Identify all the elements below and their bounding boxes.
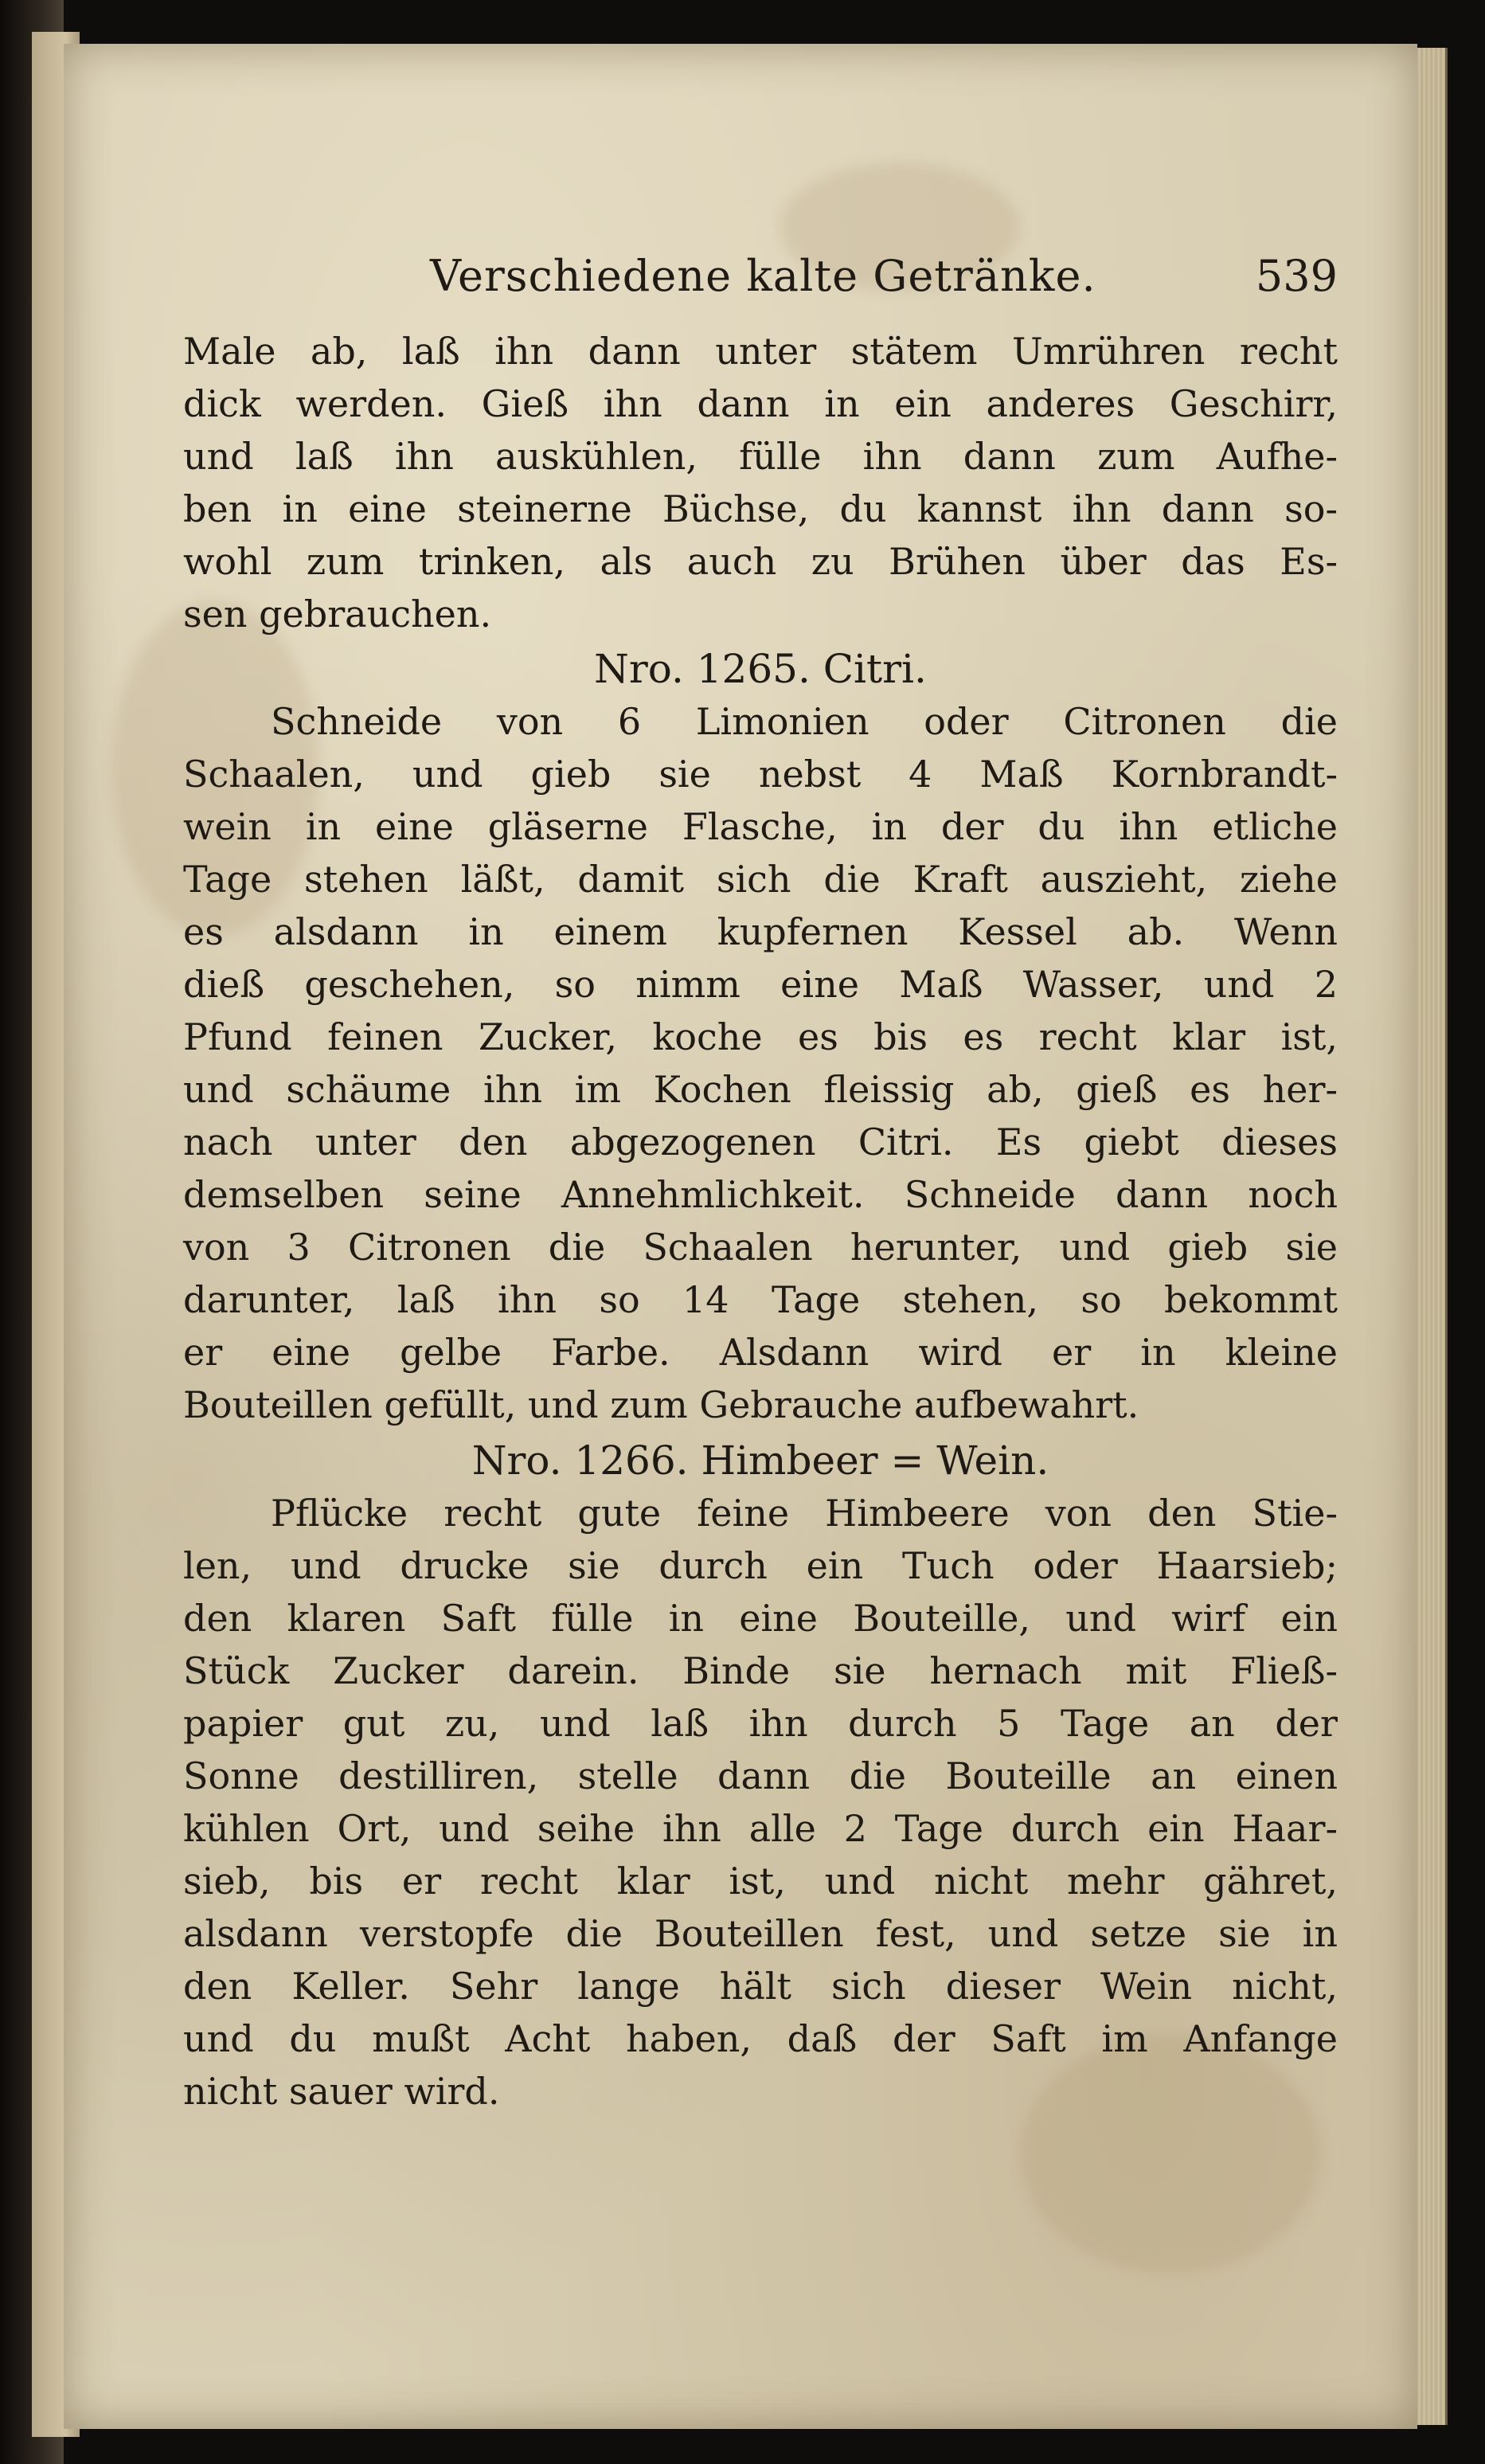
text-line: Pflücke recht gute feine Himbeere von den Stie-: [271, 1492, 1338, 1535]
text-line: und du mußt Acht haben, daß der Saft im Anfange: [183, 2017, 1338, 2060]
text-line: Pfund feinen Zucker, koche es bis es recht klar ist,: [183, 1015, 1338, 1058]
text-line: er eine gelbe Farbe. Alsdann wird er in kleine: [183, 1331, 1338, 1374]
page-header: [183, 235, 1338, 315]
text-line: wohl zum trinken, als auch zu Brühen über das Es-: [183, 540, 1338, 583]
text-line: Stück Zucker darein. Binde sie hernach mit Fließ-: [183, 1649, 1338, 1692]
text-line: dieß geschehen, so nimm eine Maß Wasser, und 2: [183, 963, 1338, 1006]
text-line: und schäume ihn im Kochen fleissig ab, gieß es her-: [183, 1068, 1338, 1111]
text-line: Tage stehen läßt, damit sich die Kraft auszieht, ziehe: [183, 858, 1338, 901]
running-head: Verschiedene kalte Getränke.: [430, 251, 1096, 301]
page-number: 539: [1255, 251, 1338, 301]
text-line: len, und drucke sie durch ein Tuch oder Haarsieb;: [183, 1544, 1338, 1587]
text-line: und laß ihn auskühlen, fülle ihn dann zum Aufhe-: [183, 435, 1338, 478]
text-line: ben in eine steinerne Büchse, du kannst ihn dann so-: [183, 487, 1338, 530]
text-line: demselben seine Annehmlichkeit. Schneide dann noch: [183, 1173, 1338, 1216]
text-line: nach unter den abgezogenen Citri. Es giebt dieses: [183, 1121, 1338, 1164]
text-line: Bouteillen gefüllt, und zum Gebrauche aufbewahrt.: [183, 1383, 1139, 1426]
recipe-heading: Nro. 1266. Himbeer = Wein.: [471, 1437, 1049, 1484]
text-line: Schneide von 6 Limonien oder Citronen die: [271, 700, 1338, 743]
text-line: papier gut zu, und laß ihn durch 5 Tage an der: [183, 1702, 1338, 1745]
text-line: es alsdann in einem kupfernen Kessel ab. Wenn: [183, 910, 1338, 953]
text-line: dick werden. Gieß ihn dann in ein anderes Geschirr,: [183, 382, 1338, 425]
text-line: von 3 Citronen die Schaalen herunter, und gieb sie: [183, 1226, 1338, 1269]
page-sheet: [64, 44, 1417, 2429]
text-line: Schaalen, und gieb sie nebst 4 Maß Kornbrandt-: [183, 753, 1338, 796]
text-line: darunter, laß ihn so 14 Tage stehen, so bekommt: [183, 1278, 1338, 1321]
text-line: alsdann verstopfe die Bouteillen fest, und setze sie in: [183, 1912, 1338, 1955]
text-line: wein in eine gläserne Flasche, in der du ihn etliche: [183, 805, 1338, 848]
text-line: den klaren Saft fülle in eine Bouteille, und wirf ein: [183, 1597, 1338, 1640]
text-line: Male ab, laß ihn dann unter stätem Umrühren recht: [183, 330, 1338, 373]
text-line: kühlen Ort, und seihe ihn alle 2 Tage durch ein Haar-: [183, 1807, 1338, 1850]
text-line: den Keller. Sehr lange hält sich dieser Wein nicht,: [183, 1965, 1338, 2008]
text-line: nicht sauer wird.: [183, 2070, 500, 2113]
text-line: sieb, bis er recht klar ist, und nicht mehr gähret,: [183, 1860, 1338, 1903]
text-line: sen gebrauchen.: [183, 593, 492, 636]
text-line: Sonne destilliren, stelle dann die Bouteille an einen: [183, 1754, 1338, 1797]
recipe-heading: Nro. 1265. Citri.: [594, 646, 927, 692]
